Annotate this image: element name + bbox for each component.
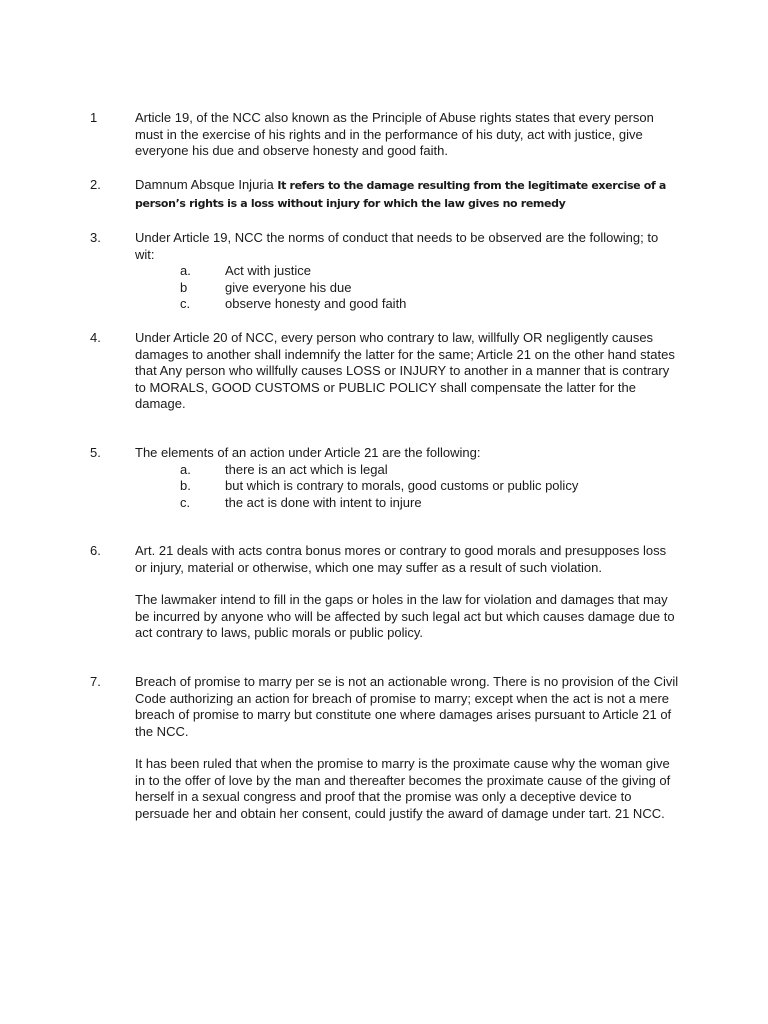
sub-item-text: Act with justice	[225, 263, 311, 278]
sub-list-item	[135, 495, 680, 512]
definition-text: It refers to the damage resulting from the legitimate exercise of a	[277, 179, 666, 192]
definition-text-continued: person’s rights is a loss without injury for which the law gives no remedy	[135, 196, 566, 210]
sub-list-item	[135, 462, 680, 479]
item-paragraph: The elements of an action under Article 21 are the following:	[135, 445, 481, 460]
sub-list	[135, 263, 680, 313]
sub-item-letter: a.	[180, 263, 191, 278]
item-body	[135, 230, 680, 313]
item-paragraph: It has been ruled that when the promise to marry is the proximate cause why the woman give in to the offer of love by the man and thereafter becomes the proximate cause of the giving of herself in a sexual congress and proof that the promise was only a deceptive device to persuade her and obtain her consent, could justify the award of damage under tart. 21 NCC.	[135, 756, 671, 821]
item-number: 7.	[90, 674, 101, 689]
sub-list-item	[135, 280, 680, 297]
item-paragraph: Under Article 20 of NCC, every person who contrary to law, willfully OR negligently causes damages to another shall indemnify the latter for the same; Article 21 on the other hand states that Any person who willfully causes LOSS or INJURY to another in a manner that is contrary to MORALS, GOOD CUSTOMS or PUBLIC POLICY shall compensate the latter for the damage.	[135, 330, 675, 411]
defined-term: Damnum Absque Injuria	[135, 177, 278, 192]
sub-list-item	[135, 478, 680, 495]
item-body	[135, 177, 680, 213]
sub-item-letter: b.	[180, 478, 191, 493]
sub-item-letter: c.	[180, 494, 191, 510]
item-number: 3.	[90, 230, 101, 245]
item-paragraph: Article 19, of the NCC also known as the Principle of Abuse rights states that every person must in the exercise of his rights and in the performance of his duty, act with justice, give everyone his due and observe honesty and good faith.	[135, 110, 654, 158]
item-body	[135, 445, 680, 511]
sub-item-text: give everyone his due	[225, 279, 352, 295]
item-number: 2.	[90, 177, 101, 192]
item-body	[135, 330, 680, 413]
item-number: 1	[90, 110, 98, 125]
item-number: 4.	[90, 330, 101, 345]
item-number: 5.	[90, 445, 101, 460]
item-body	[135, 543, 680, 642]
definition-line	[135, 177, 680, 195]
sub-item-letter: a.	[180, 461, 191, 477]
item-number: 6.	[90, 543, 101, 558]
sub-list-item	[135, 296, 680, 313]
sub-item-text: observe honesty and good faith	[225, 296, 407, 311]
item-paragraph: Under Article 19, NCC the norms of conduct that needs to be observed are the following; to wit:	[135, 230, 659, 262]
item-body	[135, 674, 680, 822]
item-paragraph: Art. 21 deals with acts contra bonus mores or contrary to good morals and presupposes loss or injury, material or otherwise, which one may suffer as a result of such violation.	[135, 543, 667, 575]
sub-list	[135, 462, 680, 512]
item-paragraph: Breach of promise to marry per se is not an actionable wrong. There is no provision of the Civil Code authorizing an action for breach of promise to marry; except when the act is not a mere breach of promise to marry but constitute one where damages arises pursuant to Article 21 of the NCC.	[135, 674, 679, 739]
item-paragraph: The lawmaker intend to fill in the gaps or holes in the law for violation and damages that may be incurred by anyone who will be affected by such legal act but which causes damage due to act contrary to laws, public morals or public policy.	[135, 592, 675, 640]
sub-item-letter: b	[180, 279, 188, 295]
sub-item-text: the act is done with intent to injure	[225, 494, 422, 510]
sub-list-item	[135, 263, 680, 280]
sub-item-text: there is an act which is legal	[225, 461, 388, 477]
sub-item-letter: c.	[180, 296, 191, 311]
item-body	[135, 110, 680, 160]
sub-item-text: but which is contrary to morals, good customs or public policy	[225, 478, 579, 493]
